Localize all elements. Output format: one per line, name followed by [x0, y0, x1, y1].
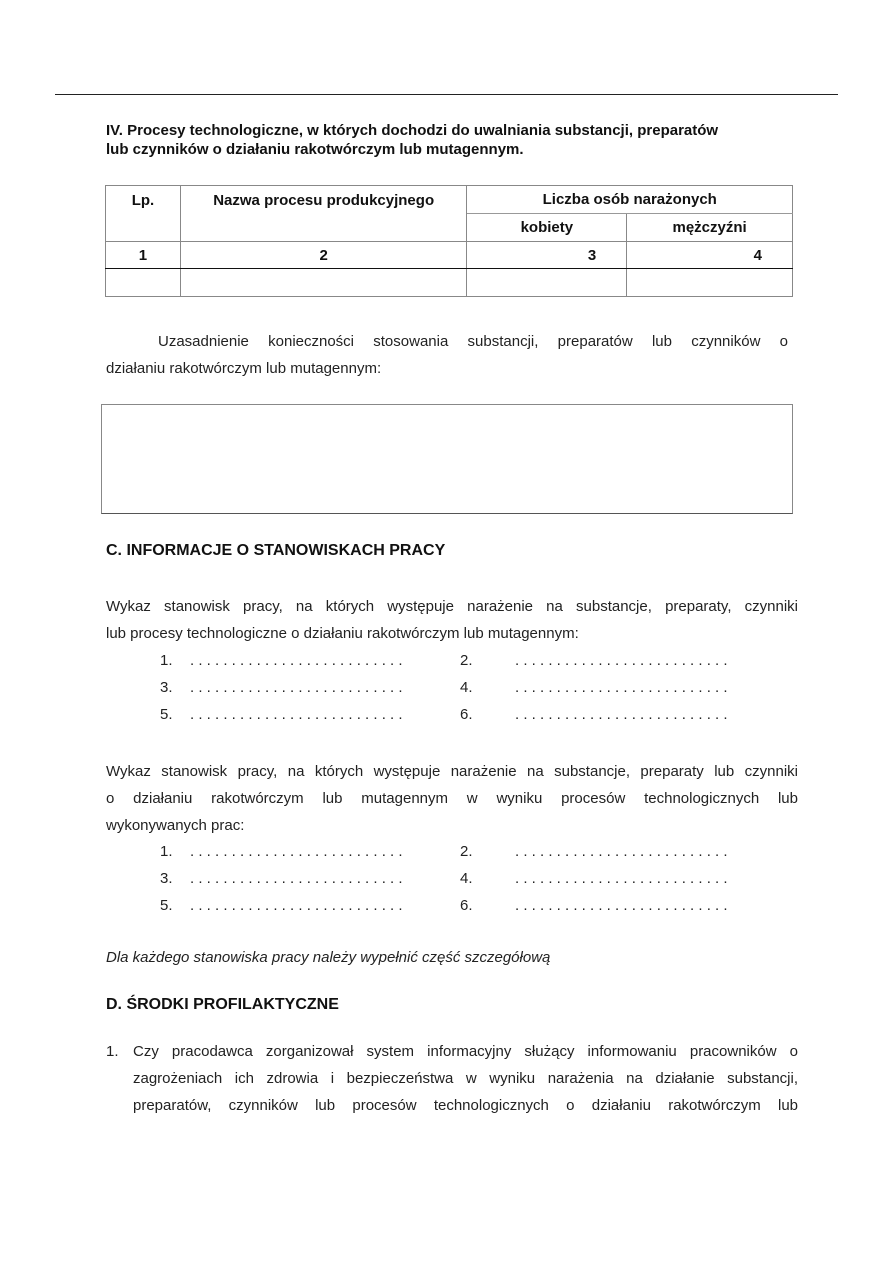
header-men: mężczyźni: [627, 214, 793, 242]
list1-field-4[interactable]: . . . . . . . . . . . . . . . . . . . . . . . . . .: [515, 679, 728, 696]
process-table: [105, 185, 793, 297]
list1-row-3: [160, 701, 800, 728]
list2-row-2: [160, 865, 800, 892]
header-exposed-count: Liczba osób narażonych: [467, 186, 793, 214]
list2-num-2: 2.: [460, 843, 473, 860]
justification-line1: Uzasadnienie konieczności stosowania substancji, preparatów lub czynników o: [158, 333, 788, 350]
section-iv-title-line2: lub czynników o działaniu rakotwórczym lub mutagennym.: [106, 141, 524, 158]
list1-field-1[interactable]: . . . . . . . . . . . . . . . . . . . . . . . . . .: [190, 652, 403, 669]
item1-number: 1.: [106, 1043, 119, 1060]
item1-line2: zagrożeniach ich zdrowia i bezpieczeństwa w wyniku narażenia na działanie substancji,: [133, 1070, 798, 1087]
item1-line3: preparatów, czynników lub procesów technologicznych o działaniu rakotwórczym lub: [133, 1097, 798, 1114]
section-d-title: D. ŚRODKI PROFILAKTYCZNE: [106, 996, 339, 1013]
cell-men[interactable]: [627, 269, 793, 297]
list2-field-5[interactable]: . . . . . . . . . . . . . . . . . . . . . . . . . .: [190, 897, 403, 914]
list2-field-2[interactable]: . . . . . . . . . . . . . . . . . . . . . . . . . .: [515, 843, 728, 860]
section-iv-title-line1: IV. Procesy technologiczne, w których dochodzi do uwalniania substancji, preparatów: [106, 122, 719, 139]
column-number-2: 2: [180, 242, 467, 269]
section-iv-title: [106, 121, 806, 159]
justification-label: [106, 328, 788, 382]
cell-process-name[interactable]: [180, 269, 467, 297]
list2-num-3: 3.: [160, 870, 173, 887]
column-number-1: 1: [106, 242, 181, 269]
list2-intro-line2: o działaniu rakotwórczym lub mutagennym w wyniku procesów technologicznych lub: [106, 790, 798, 807]
list1-intro: [106, 593, 798, 647]
detail-note: Dla każdego stanowiska pracy należy wypełnić część szczegółową: [106, 949, 551, 966]
list1-row-2: [160, 674, 800, 701]
header-lp: Lp.: [106, 186, 181, 242]
list1-num-3: 3.: [160, 679, 173, 696]
cell-lp[interactable]: [106, 269, 181, 297]
header-process-name: Nazwa procesu produkcyjnego: [180, 186, 467, 242]
list2-num-6: 6.: [460, 897, 473, 914]
list1-field-2[interactable]: . . . . . . . . . . . . . . . . . . . . . . . . . .: [515, 652, 728, 669]
list1-num-5: 5.: [160, 706, 173, 723]
list1-num-6: 6.: [460, 706, 473, 723]
list1-num-1: 1.: [160, 652, 173, 669]
column-number-3: 3: [467, 242, 627, 269]
list2-num-1: 1.: [160, 843, 173, 860]
list2-field-4[interactable]: . . . . . . . . . . . . . . . . . . . . . . . . . .: [515, 870, 728, 887]
section-c-title: C. INFORMACJE O STANOWISKACH PRACY: [106, 542, 446, 559]
header-women: kobiety: [467, 214, 627, 242]
list1-intro-line2: lub procesy technologiczne o działaniu rakotwórczym lub mutagennym:: [106, 625, 579, 642]
list1-row-1: [160, 647, 800, 674]
list2-num-5: 5.: [160, 897, 173, 914]
list2-intro-line1: Wykaz stanowisk pracy, na których występuje narażenie na substancje, preparaty lub czynniki: [106, 763, 798, 780]
list1-field-3[interactable]: . . . . . . . . . . . . . . . . . . . . . . . . . .: [190, 679, 403, 696]
list2-field-6[interactable]: . . . . . . . . . . . . . . . . . . . . . . . . . .: [515, 897, 728, 914]
list1-num-2: 2.: [460, 652, 473, 669]
list1-field-6[interactable]: . . . . . . . . . . . . . . . . . . . . . . . . . .: [515, 706, 728, 723]
cell-women[interactable]: [467, 269, 627, 297]
list2-field-3[interactable]: . . . . . . . . . . . . . . . . . . . . . . . . . .: [190, 870, 403, 887]
list2-num-4: 4.: [460, 870, 473, 887]
section-d-item-1: [106, 1038, 798, 1119]
list2-intro: [106, 758, 798, 839]
list2-intro-line3: wykonywanych prac:: [106, 817, 245, 834]
item1-line1: Czy pracodawca zorganizował system informacyjny służący informowaniu pracowników o: [133, 1043, 798, 1060]
list2-field-1[interactable]: . . . . . . . . . . . . . . . . . . . . . . . . . .: [190, 843, 403, 860]
list2-row-1: [160, 838, 800, 865]
list1-intro-line1: Wykaz stanowisk pracy, na których występuje narażenie na substancje, preparaty, czynniki: [106, 598, 798, 615]
column-number-4: 4: [627, 242, 793, 269]
list1-field-5[interactable]: . . . . . . . . . . . . . . . . . . . . . . . . . .: [190, 706, 403, 723]
list2-row-3: [160, 892, 800, 919]
header-rule: [55, 94, 838, 95]
justification-line2: działaniu rakotwórczym lub mutagennym:: [106, 360, 382, 377]
list1-num-4: 4.: [460, 679, 473, 696]
justification-textarea[interactable]: [101, 404, 793, 514]
table-row: [106, 269, 793, 297]
